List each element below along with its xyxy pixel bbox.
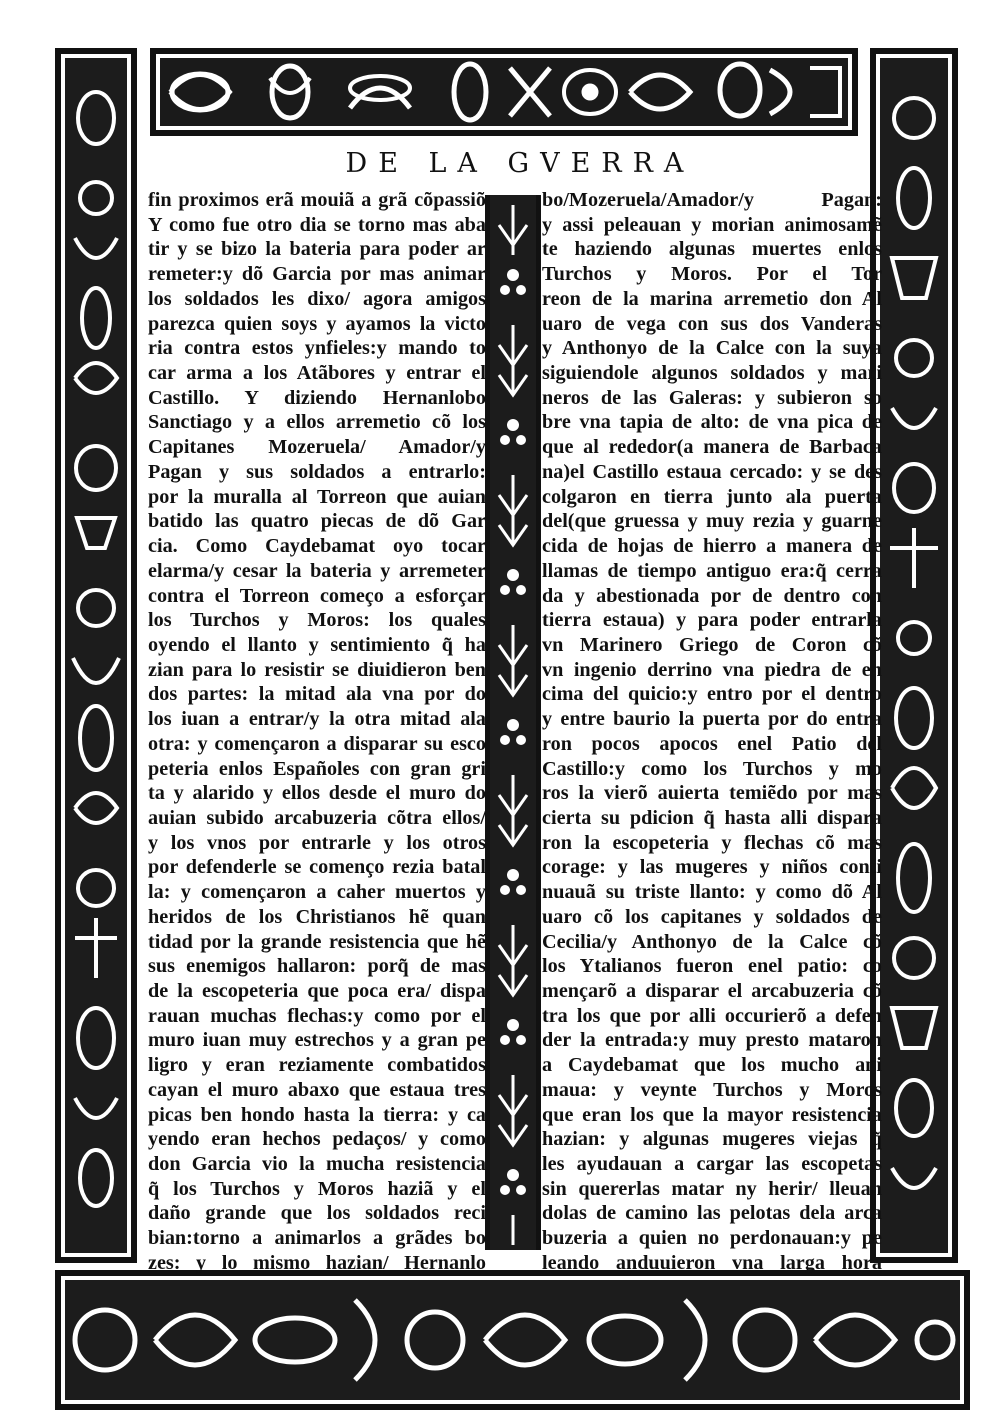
text-line: por la muralla al Torreon que auian — [148, 485, 486, 508]
text-line: tidad por la grande resistencia que hẽ — [148, 930, 486, 953]
text-line: neros de las Galeras: y subieron so — [542, 386, 882, 409]
text-line: ta y alarido y ellos desde el muro do — [148, 782, 486, 805]
left-text-column — [148, 188, 486, 1276]
text-line: rauan muchas flechas:y como por el — [148, 1004, 486, 1027]
text-line: elarma/y cesar la bateria y arremeter — [148, 559, 486, 582]
text-line: y entre baurio la puerta por do entra — [542, 708, 882, 731]
text-line: bian:torno a animarlos a grãdes bo — [148, 1227, 486, 1250]
text-line: cima del quicio:y entro por el dentro — [542, 683, 882, 706]
text-line: na)el Castillo estaua cercado: y se des — [542, 460, 882, 483]
text-line: bo/Mozeruela/Amador/y Pagan: — [542, 189, 882, 211]
text-line: Turchos y Moros. Por el Tor — [542, 263, 882, 286]
text-line: tir y se bizo la bateria para poder ar — [148, 238, 486, 261]
text-line: der la entrada:y muy presto mataron — [542, 1029, 882, 1052]
text-line: Castillo. Y diziendo Hernanlobo — [148, 386, 486, 409]
text-line: los soldados les dixo/ agora amigos — [148, 287, 486, 310]
text-line: auian subido arcabuzeria cõtra ellos/ — [148, 806, 486, 829]
text-line: yendo eran hechos pedaços/ y como — [148, 1128, 486, 1151]
text-line: q̃ los Turchos y Moros haziã y el — [148, 1177, 486, 1200]
text-line: nuauã su triste llanto: y como dõ Al — [542, 881, 882, 904]
text-line: ros la vierõ auierta temiẽdo por mas — [542, 782, 882, 805]
text-line: car arma a los Atãbores y entrar el — [148, 362, 486, 385]
text-line: heridos de los Christianos hẽ quan — [148, 905, 486, 928]
text-line: Castillo:y como los Turchos y mo — [542, 757, 882, 780]
text-line: te haziendo algunas muertes enlos — [542, 238, 882, 261]
text-line: mençarõ a disparar el arcabuzeria cõ — [542, 980, 882, 1002]
text-line: peteria enlos Españoles con gran gri — [148, 757, 486, 780]
text-line: contra el Torreon começo a esforçar — [148, 584, 486, 607]
text-line: picas ben hondo hasta la tierra: y ca — [148, 1103, 486, 1126]
text-line: oyendo el llanto y sentimiento q̃ ha — [148, 633, 486, 656]
text-line: del(que gruessa y muy rezia y guarne — [542, 510, 882, 533]
text-line: sus enemigos hallaron: porq̃ de mas — [148, 955, 486, 978]
text-line: ria contra estos ynfieles:y mando to — [148, 337, 486, 360]
text-line: bre vna tapia de alto: de vna pica de — [542, 411, 882, 434]
text-line: Cecilia/y Anthonyo de la Calce cõ — [542, 930, 882, 953]
text-line: les ayudauan a cargar las escopetas — [542, 1153, 882, 1176]
text-line: corage: y las mugeres y niños conti — [542, 856, 882, 879]
text-line: y Anthonyo de la Calce con la suya — [542, 337, 882, 360]
center-column-ornament — [485, 195, 541, 1250]
text-line: Y como fue otro dia se torno mas aba — [148, 213, 486, 236]
text-line: siguiendole algunos soldados y mari — [542, 362, 882, 385]
text-line: la: y començaron a caher muertos y — [148, 881, 486, 904]
text-line: don Garcia vio la mucha resistencia — [148, 1153, 486, 1176]
right-text-column — [542, 188, 882, 1276]
text-line: batido las quatro piecas de dõ Gar — [148, 510, 486, 533]
text-line: remeter:y dõ Garcia por mas animar — [148, 263, 486, 286]
text-line: por defenderle se començo rezia batal — [148, 856, 486, 879]
text-line: los Turchos y Moros: los quales — [148, 609, 486, 632]
text-line: sin quererlas matar ny herir/ lleuan — [542, 1177, 882, 1200]
text-line: tra los que por alli occurierõ a defen — [542, 1004, 882, 1027]
text-line: tierra estaua) y para poder entrarla — [542, 609, 882, 632]
text-line: fin proximos erã mouiã a grã cõpassiõ — [148, 189, 486, 211]
text-line: muro iuan muy estrechos y a gran pe — [148, 1029, 486, 1052]
left-border-ornament — [55, 48, 137, 1263]
text-line: otra: y començaron a disparar su esco — [148, 732, 486, 755]
text-line: dolas de camino las pelotas dela arca — [542, 1202, 882, 1225]
text-line: dos partes: la mitad ala vna por do — [148, 683, 486, 706]
text-line: parezca quien soys y ayamos la victo — [148, 312, 486, 335]
text-line: hazian: y algunas mugeres viejas q̃ — [542, 1128, 882, 1151]
text-line: y assi peleauan y morian animosamẽ — [542, 213, 882, 236]
text-line: cierta su pdicion q̃ hasta alli dispara — [542, 806, 882, 829]
text-line: reon de la marina arremetio don Al — [542, 287, 882, 310]
text-line: buzeria a quien no perdonauan:y pe — [542, 1227, 882, 1250]
text-line: colgaron en tierra junto ala puerta — [542, 485, 882, 508]
text-line: que eran los que la mayor resistencia — [542, 1103, 882, 1126]
text-line: zian para lo resistir se diuidieron ben — [148, 658, 486, 681]
text-line: de la escopeteria que poca era/ dispa — [148, 980, 486, 1002]
text-line: Capitanes Mozeruela/ Amador/y — [148, 436, 486, 459]
text-line: uaro cõ los capitanes y soldados de — [542, 905, 882, 928]
text-line: vn ingenio derrino vna piedra de en — [542, 658, 882, 681]
text-line: a Caydebamat que los mucho ani — [542, 1054, 882, 1077]
bottom-border-ornament — [55, 1270, 970, 1410]
text-line: cia. Como Caydebamat oyo tocar — [148, 535, 486, 558]
text-line: daño grande que los soldados reci — [148, 1202, 486, 1225]
text-line: los Ytalianos fueron enel patio: co — [542, 955, 882, 978]
text-line: uaro de vega con sus dos Vanderas — [542, 312, 882, 335]
top-border-ornament — [150, 48, 858, 136]
running-head: DE LA GVERRA — [345, 148, 695, 179]
text-line: maua: y veynte Turchos y Moros — [542, 1078, 882, 1101]
text-line: llamas de tiempo antiguo era:q̃ cerra — [542, 559, 882, 582]
text-line: cida de hojas de hierro a manera de — [542, 535, 882, 558]
text-line: Sanctiago y a ellos arremetio cõ los — [148, 411, 486, 434]
text-line: da y abestionada por de dentro con — [542, 584, 882, 607]
text-line: zes: y lo mismo hazian/ Hernanlo — [148, 1251, 486, 1274]
text-line: ron la escopeteria y flechas cõ mas — [542, 831, 882, 854]
text-line: que al rededor(a manera de Barbaca — [542, 436, 882, 459]
text-line: cayan el muro abaxo que estaua tres — [148, 1078, 486, 1101]
right-border-ornament — [870, 48, 958, 1263]
text-line: Pagan y sus soldados a entrarlo: — [148, 460, 486, 483]
text-line: ligro y eran reziamente combatidos — [148, 1054, 486, 1077]
text-line: leando anduuieron vna larga hora — [542, 1251, 882, 1274]
text-line: ron pocos apocos enel Patio del — [542, 732, 882, 755]
text-line: y los vnos por entrarle y los otros — [148, 831, 486, 854]
text-line: los iuan a entrar/y la otra mitad ala — [148, 708, 486, 731]
text-line: vn Marinero Griego de Coron cõ — [542, 633, 882, 656]
